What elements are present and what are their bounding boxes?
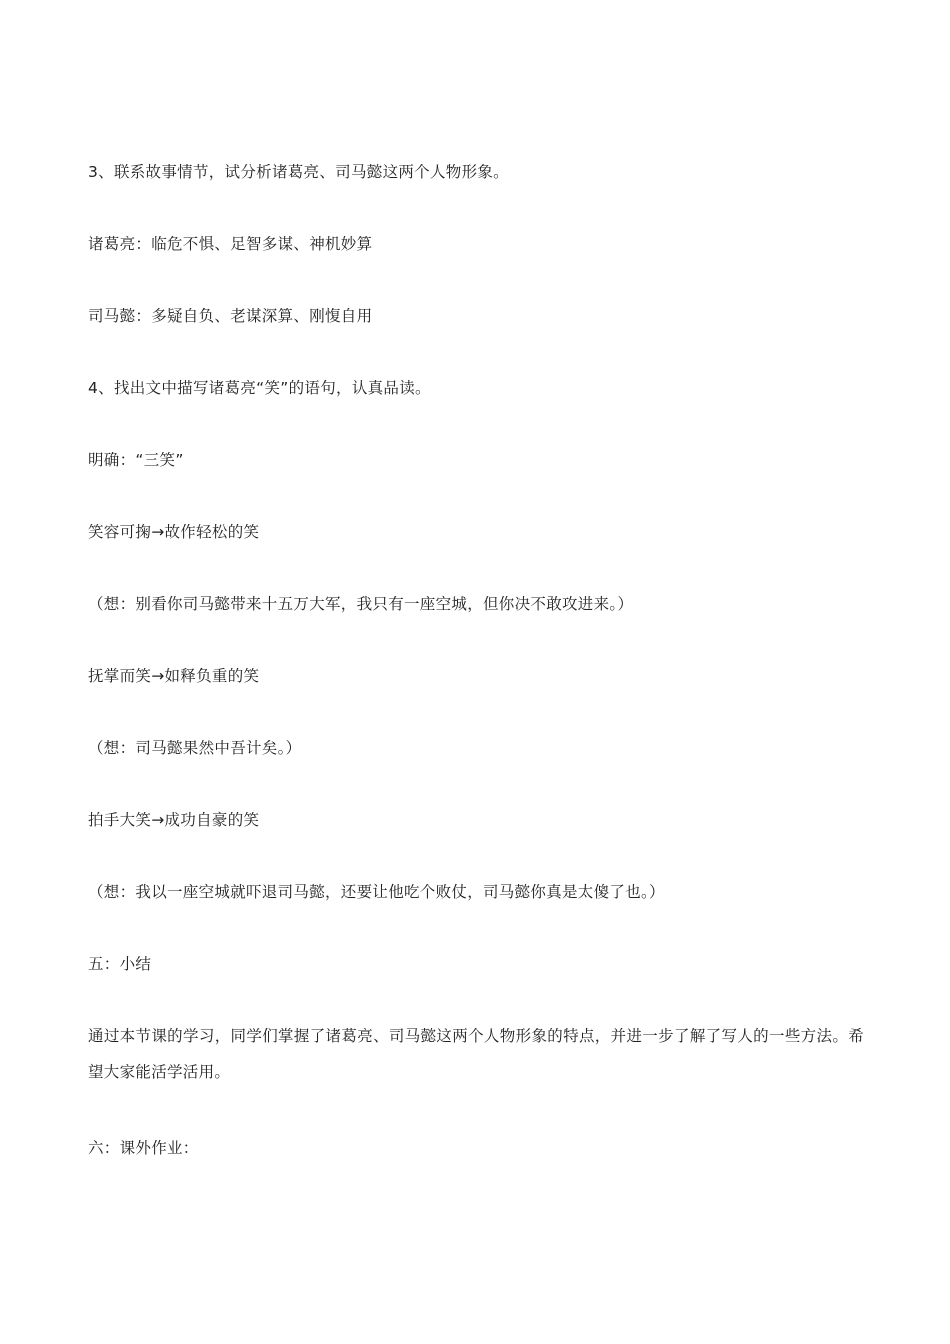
smile-3: 拍手大笑→成功自豪的笑 xyxy=(88,811,260,829)
smile-1-thought: （想：别看你司马懿带来十五万大军，我只有一座空城，但你决不敢攻进来。） xyxy=(88,595,634,613)
question-4: 4、找出文中描写诸葛亮“笑”的语句，认真品读。 xyxy=(88,379,431,397)
section-summary-heading: 五：小结 xyxy=(88,955,152,973)
smile-2-thought: （想：司马懿果然中吾计矣。） xyxy=(88,739,302,757)
smile-2: 抚掌而笑→如释负重的笑 xyxy=(88,667,260,685)
smile-3-thought: （想：我以一座空城就吓退司马懿，还要让他吃个败仗，司马懿你真是太傻了也。） xyxy=(88,883,665,901)
question-3: 3、联系故事情节，试分析诸葛亮、司马懿这两个人物形象。 xyxy=(88,163,509,181)
smile-1: 笑容可掬→故作轻松的笑 xyxy=(88,523,260,541)
section-homework-heading: 六：课外作业： xyxy=(88,1139,199,1157)
simayi-traits: 司马懿：多疑自负、老谋深算、刚愎自用 xyxy=(88,307,373,325)
answer-heading: 明确：“三笑” xyxy=(88,451,184,469)
zhugeliang-traits: 诸葛亮：临危不惧、足智多谋、神机妙算 xyxy=(88,235,373,253)
summary-paragraph: 通过本节课的学习，同学们掌握了诸葛亮、司马懿这两个人物形象的特点，并进一步了解了写人的一些方法。希望大家能活学活用。 xyxy=(88,1027,864,1081)
